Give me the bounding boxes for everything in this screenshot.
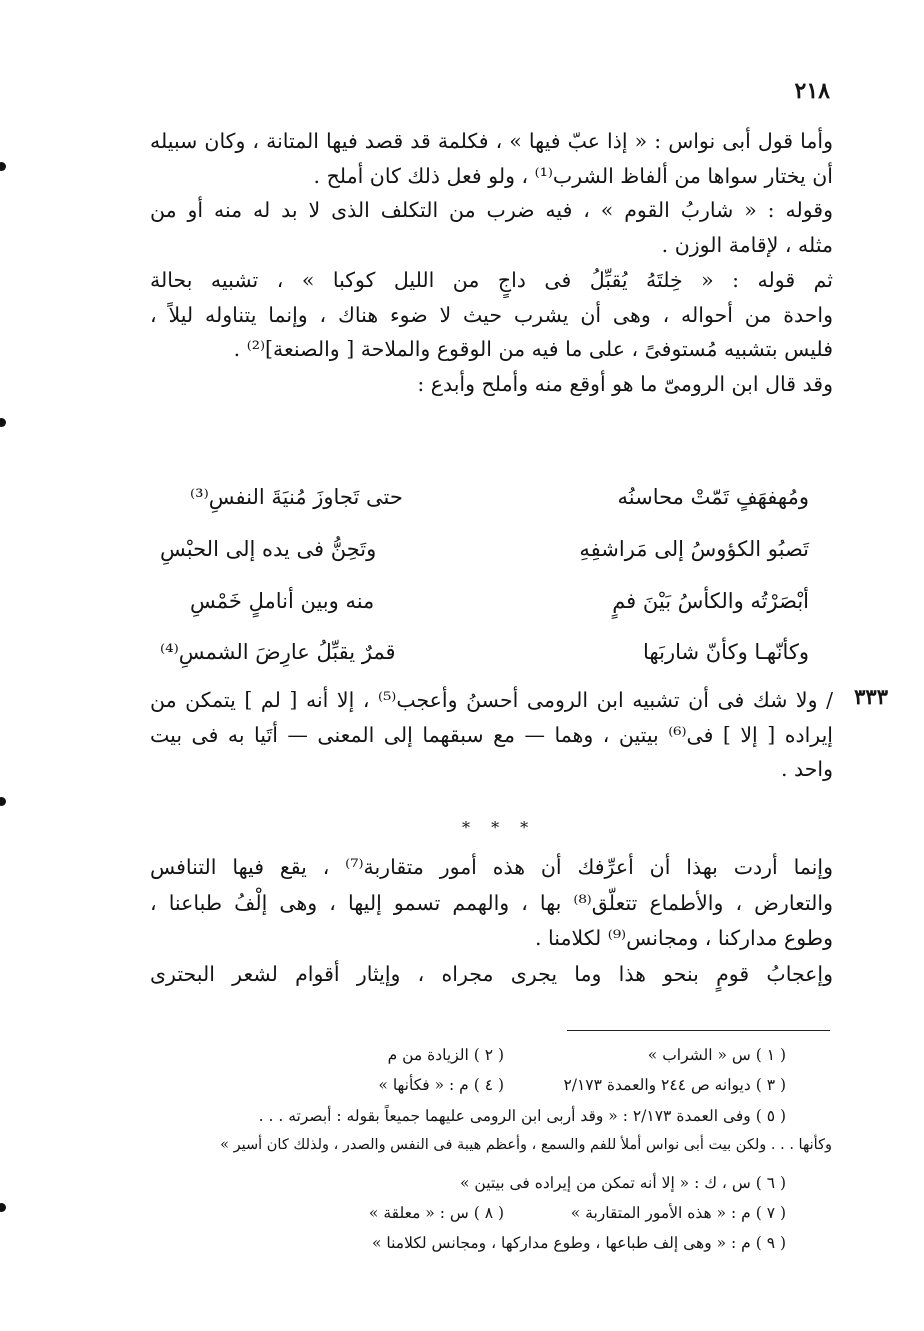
binding-hole xyxy=(0,1203,6,1212)
paragraph-block-2 xyxy=(150,683,833,787)
footnote: ( ٤ ) م : « فكأنها » xyxy=(378,1076,504,1094)
verse-hemistich-left: وتَحِنُّ فى يده إلى الحبْسِ xyxy=(160,537,377,561)
text-line: / ولا شك فى أن تشبيه ابن الرومى أحسنُ وأعجب⁽⁵⁾ ، إلا أنه [ لم ] يتمكن من xyxy=(150,688,833,712)
verse-hemistich-right: ومُهفهَفٍ تَمّتْ محاسنُه xyxy=(617,485,809,509)
paragraph-block-1 xyxy=(150,124,833,402)
text-line: وأما قول أبى نواس : « إذا عبّ فيها » ، فكلمة قد قصد فيها المتانة ، وكان سبيله xyxy=(150,129,833,153)
verse-hemistich-left: قمرٌ يقبِّلُ عارِضَ الشمسِ⁽⁴⁾ xyxy=(160,640,396,664)
footnote: ( ٦ ) س ، ك : « إلا أنه تمكن من إيراده فى بيتين » xyxy=(459,1174,786,1192)
footnote: ( ١ ) س « الشراب » xyxy=(647,1046,786,1064)
page-number: ٢١٨ xyxy=(794,78,830,104)
text-line: وإعجابُ قومٍ بنحو هذا وما يجرى مجراه ، وإيثار أقوام لشعر البحترى xyxy=(150,961,833,986)
footnote: ( ٨ ) س : « معلقة » xyxy=(368,1204,504,1222)
verse-hemistich-right: وكأنّهـا وكأنّ شاربَها xyxy=(643,640,809,664)
binding-hole xyxy=(0,418,6,427)
text-line: ثم قوله : « خِلتَهُ يُقبِّلُ فى داجٍ من الليل كوكبا » ، تشبيه بحالة xyxy=(150,267,833,292)
text-line: واحد . xyxy=(780,757,833,782)
footnote: ( ٧ ) م : « هذه الأمور المتقاربة » xyxy=(570,1204,786,1222)
text-line: مثله ، لإقامة الوزن . xyxy=(661,233,833,258)
footnote: ( ٢ ) الزيادة من م xyxy=(387,1046,504,1064)
footnote-continuation: وكأنها . . . ولكن بيت أبى نواس أملأ للفم والسمع ، وأعظم هيبة فى النفس والصدر ، ولذلك كان أسير » xyxy=(220,1137,832,1153)
text-line: والتعارض ، والأطماع تتعلّق⁽⁸⁾ بها ، والهمم تسمو إليها ، وهى إلْفُ طباعنا ، xyxy=(150,890,833,915)
margin-page-number: ٣٣٣ xyxy=(854,684,888,709)
footnote: ( ٩ ) م : « وهى إلف طباعها ، وطوع مداركها ، ومجانس لكلامنا » xyxy=(371,1234,786,1252)
text-line: وقوله : « شاربُ القوم » ، فيه ضرب من التكلف الذى لا بد له منه أو من xyxy=(150,198,833,223)
paragraph-block-3 xyxy=(150,850,833,992)
text-line: وإنما أردت بهذا أن أعرِّفك أن هذه أمور متقاربة⁽⁷⁾ ، يقع فيها التنافس xyxy=(150,855,833,879)
text-line: وطوع مداركنا ، ومجانس⁽⁹⁾ لكلامنا . xyxy=(535,926,833,950)
footnote-rule xyxy=(567,1030,830,1031)
text-line: إيراده [ إلا ] فى⁽⁶⁾ بيتين ، وهما — مع سبقهما إلى المعنى — أتَيا به فى بيت xyxy=(150,722,833,747)
verse-hemistich-right: تَصبُو الكؤوسُ إلى مَراشفِهِ xyxy=(579,537,809,561)
text-line: فليس بتشبيه مُستوفىً ، على ما فيه من الوقوع والملاحة [ والصنعة]⁽²⁾ . xyxy=(233,337,833,362)
binding-hole xyxy=(0,797,6,806)
footnote: ( ٥ ) وفى العمدة ٢/١٧٣ : « وقد أربى ابن الرومى عليهما جميعاً بقوله : أبصرته . . . xyxy=(258,1107,786,1125)
text-line: واحدة من أحواله ، وهى أن يشرب حيث لا ضوء هناك ، وإنما يتناوله ليلاً ، xyxy=(150,302,833,327)
verse-hemistich-left: حتى تَجاوزَ مُنيَةَ النفسِ⁽³⁾ xyxy=(190,485,403,509)
text-line: وقد قال ابن الرومىّ ما هو أوقع منه وأملح وأبدع : xyxy=(417,371,833,396)
verse-hemistich-right: أبْصَرْتُه والكأسُ بَيْنَ فمٍ xyxy=(612,589,809,613)
binding-hole xyxy=(0,162,6,171)
verse-hemistich-left: منه وبين أناملٍ خَمْسِ xyxy=(190,589,375,613)
footnote: ( ٣ ) ديوانه ص ٢٤٤ والعمدة ٢/١٧٣ xyxy=(563,1076,786,1094)
text-line: أن يختار سواها من ألفاظ الشرب⁽¹⁾ ، ولو فعل ذلك كان أملح . xyxy=(313,163,833,188)
section-separator: * * * xyxy=(462,818,537,837)
